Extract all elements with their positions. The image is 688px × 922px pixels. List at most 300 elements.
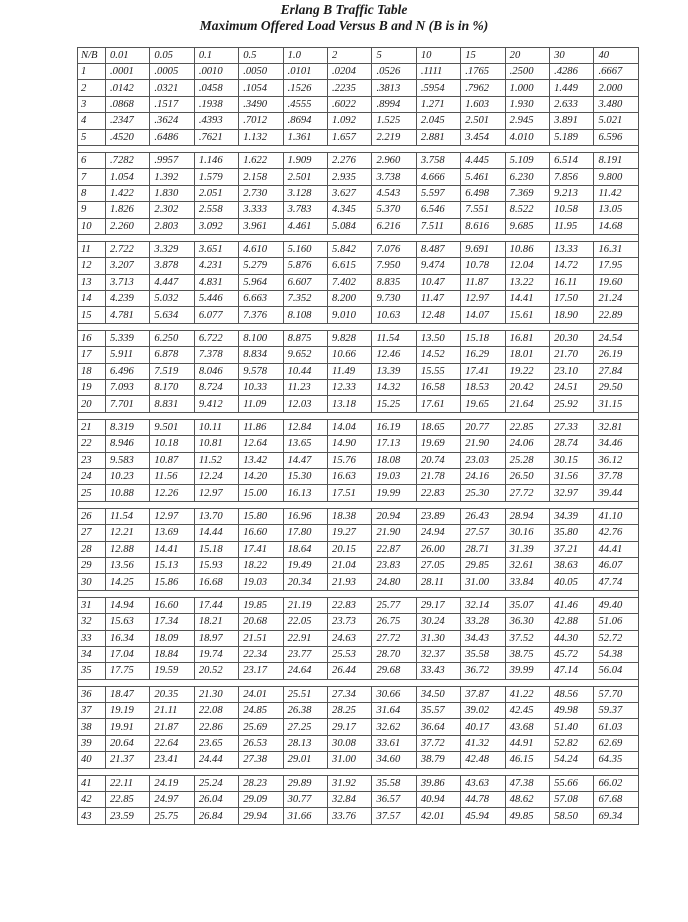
table-cell: 5.876 — [283, 258, 327, 274]
table-cell: 27.33 — [550, 419, 594, 435]
table-cell: 14.72 — [550, 258, 594, 274]
table-cell: 14.20 — [239, 468, 283, 484]
table-cell: 9.828 — [328, 330, 372, 346]
table-cell: .3490 — [239, 96, 283, 112]
page-subtitle: Maximum Offered Load Versus B and N (B is in %) — [199, 18, 489, 33]
header-cell-blocking: 20 — [505, 48, 549, 64]
table-cell: 11.49 — [328, 363, 372, 379]
table-row — [78, 775, 639, 791]
table-cell: 5.597 — [416, 185, 460, 201]
table-cell: 10.78 — [461, 258, 505, 274]
table-cell: .6486 — [150, 129, 194, 145]
table-cell: 1.830 — [150, 185, 194, 201]
table-cell: .3624 — [150, 113, 194, 129]
table-row — [78, 241, 639, 257]
table-cell: 11.86 — [239, 419, 283, 435]
table-cell: 22.11 — [106, 775, 150, 791]
table-cell: 7.701 — [106, 396, 150, 412]
header-cell-blocking: 0.5 — [239, 48, 283, 64]
row-label-n: 39 — [78, 735, 106, 751]
header-cell-blocking: 0.05 — [150, 48, 194, 64]
table-cell: 5.021 — [594, 113, 639, 129]
table-cell: 24.06 — [505, 436, 549, 452]
table-cell: 4.543 — [372, 185, 416, 201]
table-cell: .1938 — [194, 96, 238, 112]
table-cell: 22.91 — [283, 630, 327, 646]
table-cell: 46.07 — [594, 557, 639, 573]
group-separator — [78, 323, 639, 330]
header-cell-blocking: 15 — [461, 48, 505, 64]
table-cell: 8.100 — [239, 330, 283, 346]
table-cell: 12.03 — [283, 396, 327, 412]
table-cell: 3.092 — [194, 218, 238, 234]
table-cell: 8.835 — [372, 274, 416, 290]
table-cell: 22.87 — [372, 541, 416, 557]
table-cell: 3.783 — [283, 202, 327, 218]
table-cell: 16.34 — [106, 630, 150, 646]
table-cell: 9.800 — [594, 169, 639, 185]
table-cell: 7.369 — [505, 185, 549, 201]
table-cell: 5.279 — [239, 258, 283, 274]
table-cell: 14.41 — [505, 291, 549, 307]
table-cell: 32.97 — [550, 485, 594, 501]
table-cell: 17.41 — [461, 363, 505, 379]
table-cell: 6.498 — [461, 185, 505, 201]
table-cell: 14.90 — [328, 436, 372, 452]
table-cell: 2.501 — [461, 113, 505, 129]
row-label-n: 37 — [78, 703, 106, 719]
table-cell: 1.657 — [328, 129, 372, 145]
table-cell: 1.361 — [283, 129, 327, 145]
table-cell: 2.219 — [372, 129, 416, 145]
table-cell: .7282 — [106, 152, 150, 168]
table-cell: 21.90 — [372, 525, 416, 541]
table-cell: 15.93 — [194, 557, 238, 573]
row-label-n: 4 — [78, 113, 106, 129]
table-cell: 17.50 — [550, 291, 594, 307]
table-cell: 16.58 — [416, 380, 460, 396]
group-separator-cell — [78, 412, 639, 419]
table-cell: 1.930 — [505, 96, 549, 112]
table-cell: 20.64 — [106, 735, 150, 751]
table-cell: 25.51 — [283, 686, 327, 702]
table-cell: 9.501 — [150, 419, 194, 435]
table-row — [78, 380, 639, 396]
table-cell: 1.449 — [550, 80, 594, 96]
table-cell: 30.24 — [416, 614, 460, 630]
table-cell: 15.86 — [150, 574, 194, 590]
table-cell: .4520 — [106, 129, 150, 145]
header-cell-blocking: 10 — [416, 48, 460, 64]
row-label-n: 28 — [78, 541, 106, 557]
row-label-n: 14 — [78, 291, 106, 307]
table-cell: 26.84 — [194, 808, 238, 824]
table-cell: 11.56 — [150, 468, 194, 484]
table-cell: 3.627 — [328, 185, 372, 201]
table-cell: .3813 — [372, 80, 416, 96]
table-cell: 4.831 — [194, 274, 238, 290]
table-cell: 33.76 — [328, 808, 372, 824]
table-cell: 15.18 — [194, 541, 238, 557]
table-cell: 37.72 — [416, 735, 460, 751]
table-cell: 5.446 — [194, 291, 238, 307]
table-cell: 3.713 — [106, 274, 150, 290]
table-cell: 1.132 — [239, 129, 283, 145]
table-cell: 31.64 — [372, 703, 416, 719]
table-cell: 6.878 — [150, 347, 194, 363]
table-cell: 10.86 — [505, 241, 549, 257]
table-cell: 35.80 — [550, 525, 594, 541]
table-cell: 17.51 — [328, 485, 372, 501]
table-cell: 51.06 — [594, 614, 639, 630]
table-cell: 20.52 — [194, 663, 238, 679]
table-cell: .0526 — [372, 64, 416, 80]
table-cell: 3.961 — [239, 218, 283, 234]
table-cell: 37.57 — [372, 808, 416, 824]
table-cell: 37.78 — [594, 468, 639, 484]
table-cell: 1.271 — [416, 96, 460, 112]
row-label-n: 21 — [78, 419, 106, 435]
table-cell: 21.04 — [328, 557, 372, 573]
table-cell: 20.42 — [505, 380, 549, 396]
table-cell: 4.610 — [239, 241, 283, 257]
table-cell: .4393 — [194, 113, 238, 129]
table-cell: 39.99 — [505, 663, 549, 679]
table-cell: 18.09 — [150, 630, 194, 646]
table-cell: 22.08 — [194, 703, 238, 719]
table-cell: 24.85 — [239, 703, 283, 719]
table-cell: 23.89 — [416, 508, 460, 524]
table-cell: 26.50 — [505, 468, 549, 484]
table-cell: 38.75 — [505, 646, 549, 662]
table-cell: 12.64 — [239, 436, 283, 452]
table-cell: 12.33 — [328, 380, 372, 396]
table-cell: 13.33 — [550, 241, 594, 257]
table-row — [78, 646, 639, 662]
table-cell: 7.352 — [283, 291, 327, 307]
table-cell: 8.200 — [328, 291, 372, 307]
table-cell: 1.392 — [150, 169, 194, 185]
table-cell: 18.21 — [194, 614, 238, 630]
table-row — [78, 614, 639, 630]
table-cell: 7.856 — [550, 169, 594, 185]
table-cell: 4.345 — [328, 202, 372, 218]
table-cell: 24.94 — [416, 525, 460, 541]
table-cell: 8.946 — [106, 436, 150, 452]
table-cell: 10.44 — [283, 363, 327, 379]
table-cell: 4.239 — [106, 291, 150, 307]
table-cell: 9.412 — [194, 396, 238, 412]
table-cell: 5.160 — [283, 241, 327, 257]
table-cell: 25.77 — [372, 597, 416, 613]
table-cell: 16.13 — [283, 485, 327, 501]
row-label-n: 24 — [78, 468, 106, 484]
table-cell: 37.87 — [461, 686, 505, 702]
table-cell: 19.19 — [106, 703, 150, 719]
table-cell: .0050 — [239, 64, 283, 80]
table-cell: 45.72 — [550, 646, 594, 662]
table-cell: 16.96 — [283, 508, 327, 524]
table-cell: 12.97 — [150, 508, 194, 524]
table-cell: 14.68 — [594, 218, 639, 234]
table-cell: 2.276 — [328, 152, 372, 168]
table-cell: 9.474 — [416, 258, 460, 274]
table-cell: 5.109 — [505, 152, 549, 168]
header-cell-blocking: 2 — [328, 48, 372, 64]
table-cell: 36.30 — [505, 614, 549, 630]
table-cell: 7.950 — [372, 258, 416, 274]
table-cell: 21.93 — [328, 574, 372, 590]
table-cell: 26.43 — [461, 508, 505, 524]
table-row — [78, 508, 639, 524]
table-cell: 15.61 — [505, 307, 549, 323]
table-cell: 16.19 — [372, 419, 416, 435]
table-cell: 28.71 — [461, 541, 505, 557]
table-cell: 16.63 — [328, 468, 372, 484]
table-cell: 28.23 — [239, 775, 283, 791]
table-cell: 46.15 — [505, 752, 549, 768]
table-row — [78, 703, 639, 719]
table-cell: .0458 — [194, 80, 238, 96]
table-cell: 19.65 — [461, 396, 505, 412]
table-cell: 13.56 — [106, 557, 150, 573]
row-label-n: 34 — [78, 646, 106, 662]
table-cell: .0005 — [150, 64, 194, 80]
table-row — [78, 113, 639, 129]
row-label-n: 36 — [78, 686, 106, 702]
table-cell: 22.83 — [328, 597, 372, 613]
table-cell: 18.08 — [372, 452, 416, 468]
table-cell: 12.88 — [106, 541, 150, 557]
row-label-n: 16 — [78, 330, 106, 346]
table-cell: 15.80 — [239, 508, 283, 524]
table-row — [78, 330, 639, 346]
table-cell: 64.35 — [594, 752, 639, 768]
table-cell: 2.960 — [372, 152, 416, 168]
table-cell: 19.99 — [372, 485, 416, 501]
table-cell: 48.56 — [550, 686, 594, 702]
row-label-n: 12 — [78, 258, 106, 274]
row-label-n: 35 — [78, 663, 106, 679]
table-cell: 14.44 — [194, 525, 238, 541]
table-cell: 2.803 — [150, 218, 194, 234]
table-cell: 16.60 — [239, 525, 283, 541]
table-cell: 20.77 — [461, 419, 505, 435]
table-cell: 5.370 — [372, 202, 416, 218]
table-cell: 19.91 — [106, 719, 150, 735]
table-cell: .0101 — [283, 64, 327, 80]
row-label-n: 11 — [78, 241, 106, 257]
row-label-n: 27 — [78, 525, 106, 541]
table-row — [78, 274, 639, 290]
table-cell: 2.945 — [505, 113, 549, 129]
table-cell: .2347 — [106, 113, 150, 129]
table-cell: .1111 — [416, 64, 460, 80]
table-cell: 18.01 — [505, 347, 549, 363]
group-separator-cell — [78, 768, 639, 775]
table-cell: 35.58 — [461, 646, 505, 662]
group-separator — [78, 412, 639, 419]
erlang-b-table — [77, 47, 639, 825]
table-cell: 1.826 — [106, 202, 150, 218]
table-cell: .0204 — [328, 64, 372, 80]
table-cell: 49.98 — [550, 703, 594, 719]
table-row — [78, 185, 639, 201]
table-cell: 9.730 — [372, 291, 416, 307]
table-row — [78, 541, 639, 557]
table-cell: 23.10 — [550, 363, 594, 379]
table-cell: 47.74 — [594, 574, 639, 590]
table-cell: 12.48 — [416, 307, 460, 323]
table-cell: 49.40 — [594, 597, 639, 613]
table-cell: 39.02 — [461, 703, 505, 719]
row-label-n: 22 — [78, 436, 106, 452]
table-cell: 15.00 — [239, 485, 283, 501]
table-cell: 4.445 — [461, 152, 505, 168]
table-cell: 26.75 — [372, 614, 416, 630]
table-cell: 14.41 — [150, 541, 194, 557]
table-cell: 31.92 — [328, 775, 372, 791]
table-cell: 32.84 — [328, 792, 372, 808]
table-cell: 8.191 — [594, 152, 639, 168]
table-cell: 52.82 — [550, 735, 594, 751]
table-row — [78, 436, 639, 452]
table-cell: 22.85 — [106, 792, 150, 808]
table-cell: .9957 — [150, 152, 194, 168]
table-cell: 29.94 — [239, 808, 283, 824]
table-cell: 55.66 — [550, 775, 594, 791]
table-cell: 1.579 — [194, 169, 238, 185]
page-title: Erlang B Traffic Table — [280, 2, 408, 17]
table-cell: 35.57 — [416, 703, 460, 719]
table-cell: 2.302 — [150, 202, 194, 218]
table-cell: 19.60 — [594, 274, 639, 290]
row-label-n: 25 — [78, 485, 106, 501]
table-row — [78, 735, 639, 751]
table-cell: 19.59 — [150, 663, 194, 679]
table-cell: 15.25 — [372, 396, 416, 412]
table-cell: 11.87 — [461, 274, 505, 290]
table-row — [78, 752, 639, 768]
table-cell: 8.170 — [150, 380, 194, 396]
table-cell: 24.64 — [283, 663, 327, 679]
table-cell: .7962 — [461, 80, 505, 96]
table-cell: .0142 — [106, 80, 150, 96]
table-cell: 27.38 — [239, 752, 283, 768]
table-cell: 25.53 — [328, 646, 372, 662]
table-cell: 12.24 — [194, 468, 238, 484]
group-separator — [78, 145, 639, 152]
table-row — [78, 169, 639, 185]
table-cell: 10.88 — [106, 485, 150, 501]
group-separator — [78, 590, 639, 597]
table-cell: 2.722 — [106, 241, 150, 257]
row-label-n: 26 — [78, 508, 106, 524]
row-label-n: 5 — [78, 129, 106, 145]
table-cell: .4555 — [283, 96, 327, 112]
table-cell: 21.37 — [106, 752, 150, 768]
table-cell: 13.70 — [194, 508, 238, 524]
table-row — [78, 202, 639, 218]
table-row — [78, 258, 639, 274]
table-cell: 28.25 — [328, 703, 372, 719]
table-cell: 5.911 — [106, 347, 150, 363]
table-cell: 8.875 — [283, 330, 327, 346]
table-cell: .0001 — [106, 64, 150, 80]
header-cell-blocking: 5 — [372, 48, 416, 64]
table-cell: 6.607 — [283, 274, 327, 290]
table-cell: 12.97 — [194, 485, 238, 501]
table-cell: 18.47 — [106, 686, 150, 702]
table-cell: 27.34 — [328, 686, 372, 702]
table-cell: 32.37 — [416, 646, 460, 662]
table-cell: .8994 — [372, 96, 416, 112]
group-separator-cell — [78, 145, 639, 152]
table-cell: 7.551 — [461, 202, 505, 218]
table-cell: 22.05 — [283, 614, 327, 630]
row-label-n: 13 — [78, 274, 106, 290]
row-label-n: 20 — [78, 396, 106, 412]
table-cell: 21.78 — [416, 468, 460, 484]
table-cell: 56.04 — [594, 663, 639, 679]
table-cell: 39.44 — [594, 485, 639, 501]
table-cell: 1.054 — [106, 169, 150, 185]
table-cell: 29.17 — [328, 719, 372, 735]
table-cell: 25.24 — [194, 775, 238, 791]
table-row — [78, 808, 639, 824]
table-row — [78, 363, 639, 379]
table-cell: 28.74 — [550, 436, 594, 452]
table-cell: 17.34 — [150, 614, 194, 630]
row-label-n: 9 — [78, 202, 106, 218]
table-cell: 18.65 — [416, 419, 460, 435]
table-cell: .7621 — [194, 129, 238, 145]
table-row — [78, 396, 639, 412]
table-cell: 5.461 — [461, 169, 505, 185]
table-cell: 4.231 — [194, 258, 238, 274]
table-cell: 3.454 — [461, 129, 505, 145]
table-cell: 18.22 — [239, 557, 283, 573]
table-cell: 30.16 — [505, 525, 549, 541]
table-cell: 34.43 — [461, 630, 505, 646]
table-cell: 1.000 — [505, 80, 549, 96]
table-row — [78, 307, 639, 323]
table-cell: 47.14 — [550, 663, 594, 679]
table-row — [78, 663, 639, 679]
table-cell: 33.84 — [505, 574, 549, 590]
table-cell: 48.62 — [505, 792, 549, 808]
table-cell: 43.63 — [461, 775, 505, 791]
table-cell: 54.24 — [550, 752, 594, 768]
table-row — [78, 630, 639, 646]
table-cell: 12.46 — [372, 347, 416, 363]
table-cell: 19.69 — [416, 436, 460, 452]
table-cell: .8694 — [283, 113, 327, 129]
row-label-n: 33 — [78, 630, 106, 646]
table-cell: 42.88 — [550, 614, 594, 630]
table-cell: 27.57 — [461, 525, 505, 541]
table-row — [78, 557, 639, 573]
table-cell: 8.834 — [239, 347, 283, 363]
table-cell: 15.30 — [283, 468, 327, 484]
table-cell: 20.35 — [150, 686, 194, 702]
table-row — [78, 96, 639, 112]
table-cell: 1.422 — [106, 185, 150, 201]
table-cell: 21.19 — [283, 597, 327, 613]
table-cell: 2.633 — [550, 96, 594, 112]
table-cell: 24.63 — [328, 630, 372, 646]
table-cell: 40.94 — [416, 792, 460, 808]
